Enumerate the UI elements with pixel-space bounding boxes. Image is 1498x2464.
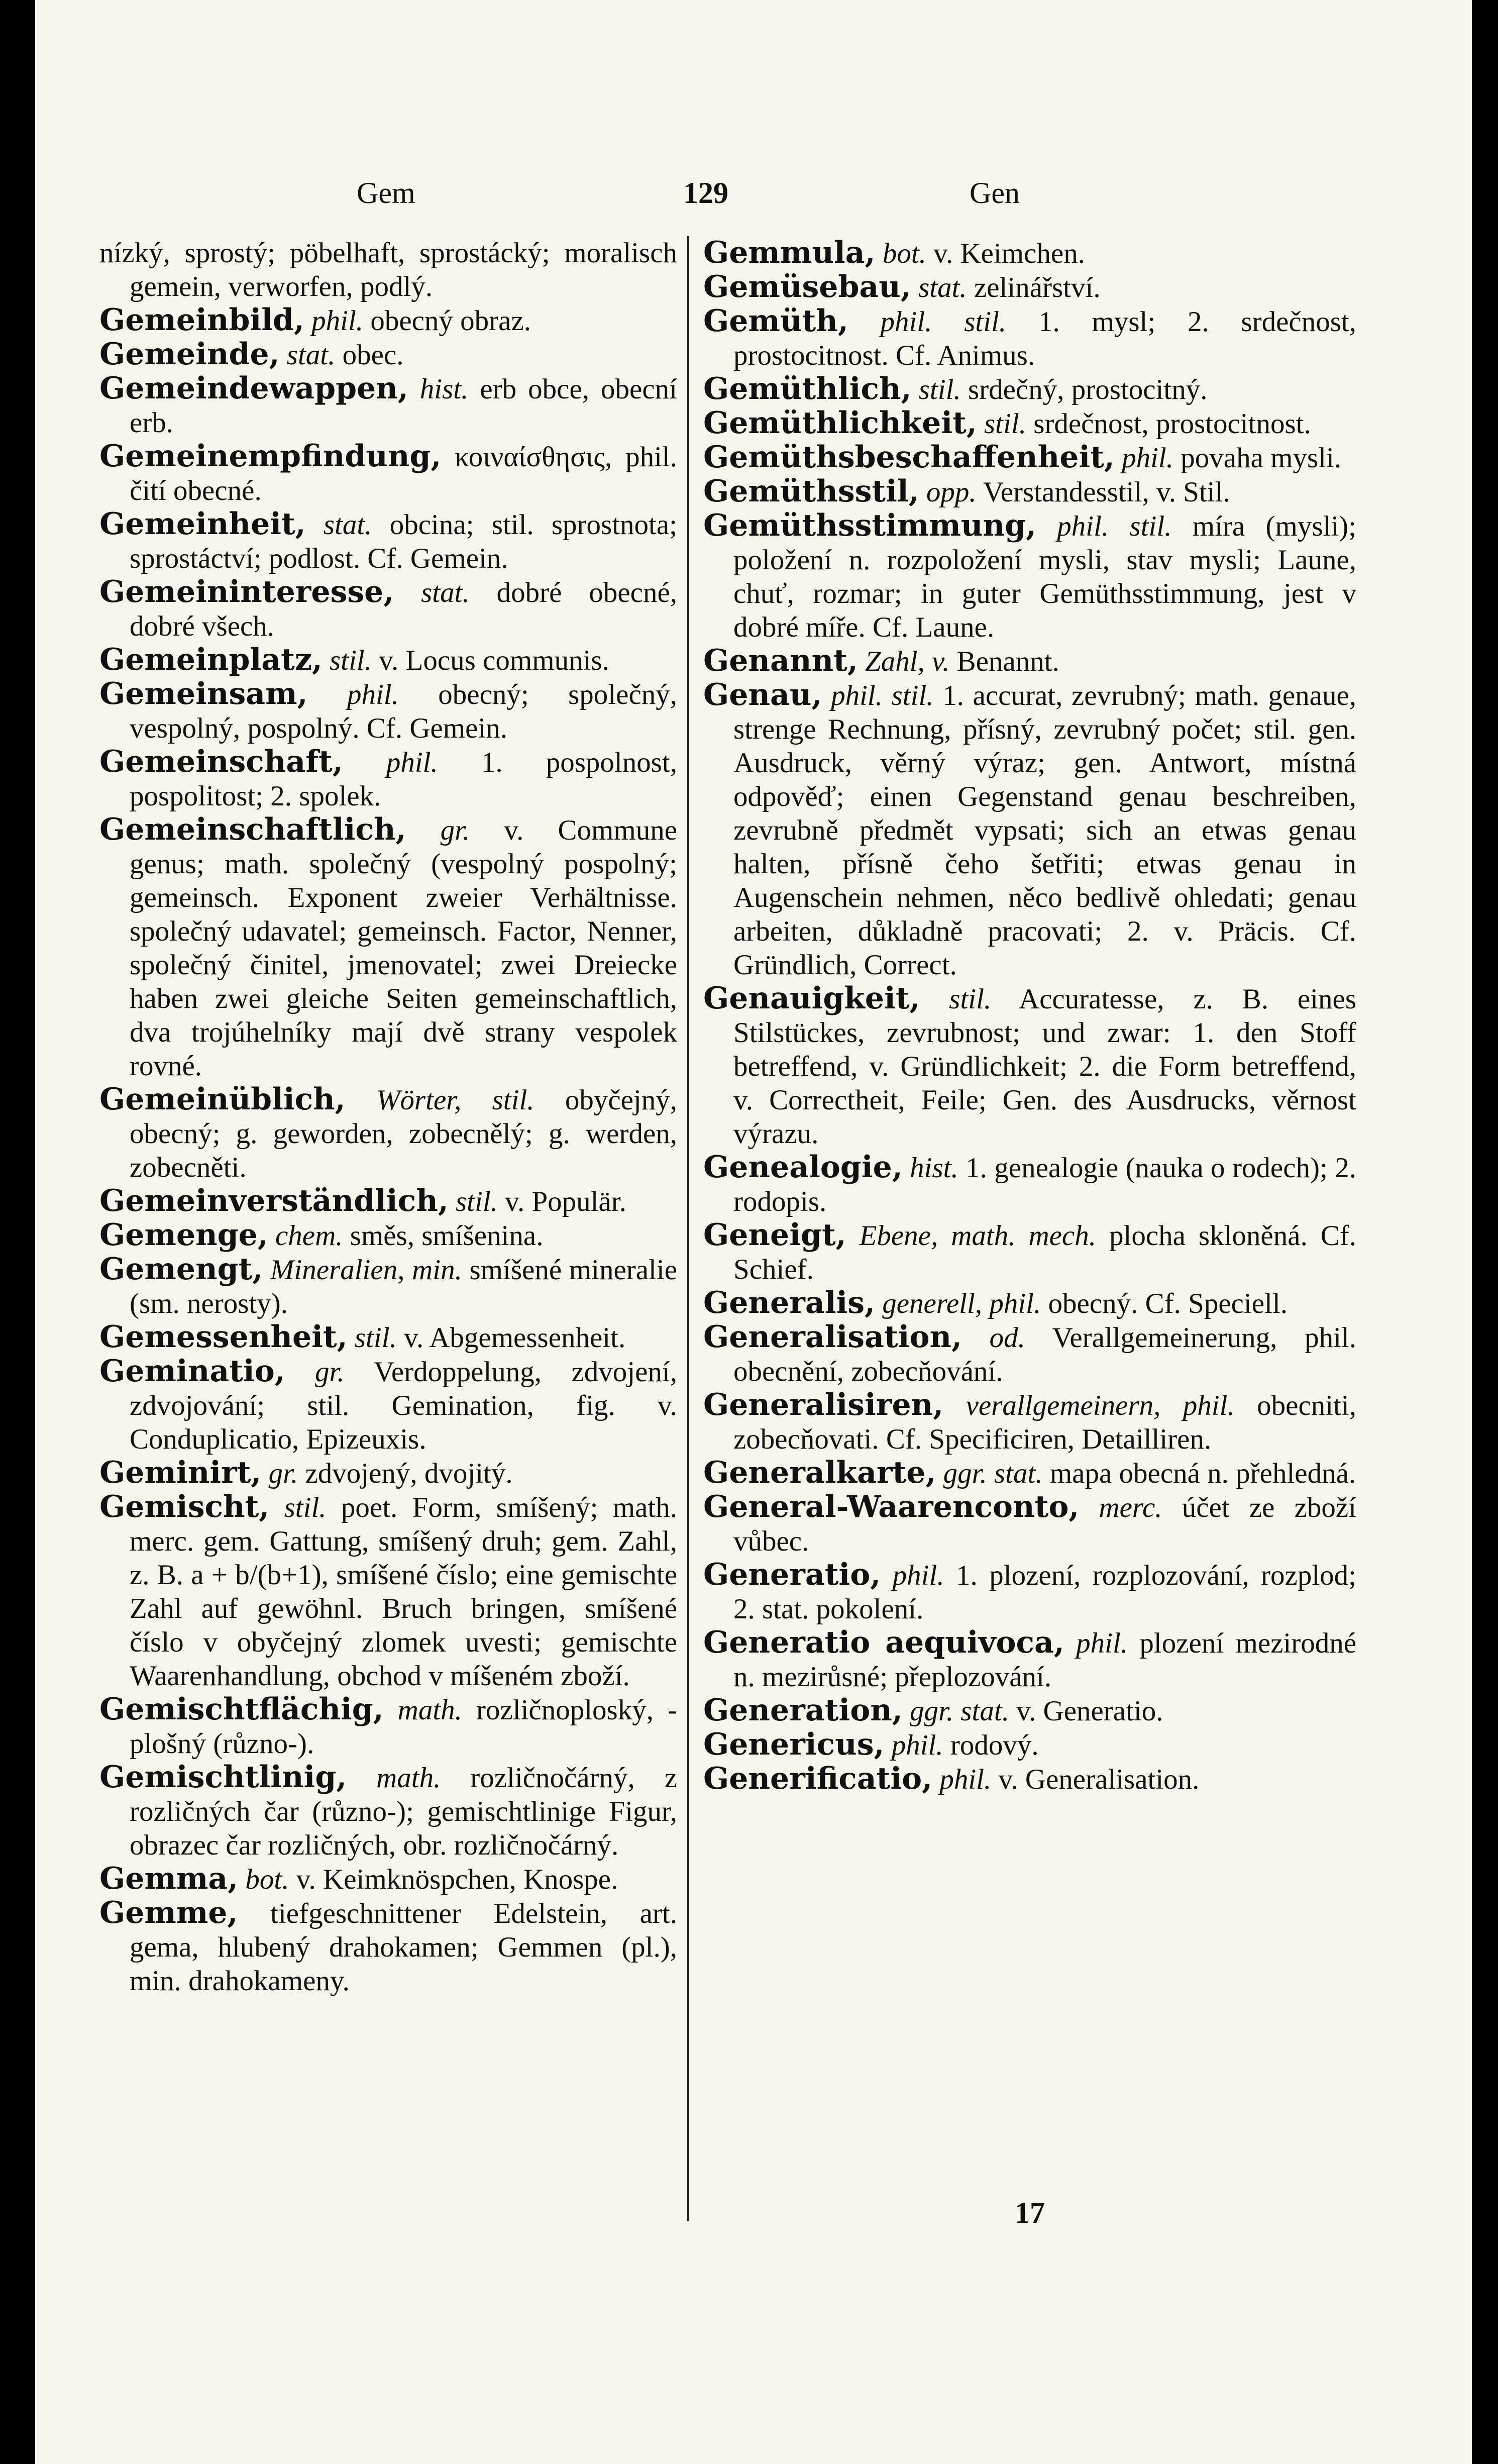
dictionary-entry xyxy=(99,745,677,813)
entry-headword: Genauigkeit, xyxy=(703,981,920,1016)
entry-headword: Geneigt, xyxy=(703,1217,846,1253)
entry-label: math. xyxy=(397,1694,462,1726)
entry-label: phil. xyxy=(311,305,364,337)
entry-definition: Verdoppelung, zdvojení, zdvojování; stil. Gemination, fig. v. Conduplicatio, Epizeuxis. xyxy=(130,1356,677,1455)
entry-headword: Gemeinschaft, xyxy=(99,744,343,779)
entry-label: phil. xyxy=(386,747,438,778)
dictionary-entry xyxy=(703,1490,1356,1558)
entry-definition: plození mezirodné n. mezirůsné; přeplozování. xyxy=(733,1627,1356,1693)
entry-label: gr. xyxy=(268,1458,298,1489)
dictionary-entry xyxy=(99,440,677,507)
dictionary-entry xyxy=(703,304,1356,372)
dictionary-entry xyxy=(99,303,677,338)
dictionary-entry xyxy=(99,1218,677,1253)
dictionary-entry xyxy=(703,678,1356,982)
page-number: 129 xyxy=(683,176,728,210)
entry-headword: Gemeindewappen, xyxy=(99,371,408,406)
entry-headword: Gemeininteresse, xyxy=(99,574,394,609)
entry-label: bot. xyxy=(882,238,926,269)
entry-label: phil. xyxy=(1122,442,1174,474)
entry-label: hist. xyxy=(910,1152,958,1184)
dictionary-entry xyxy=(703,441,1356,475)
entry-definition: Verallgemeinerung, phil. obecnění, zobecňování. xyxy=(733,1322,1356,1387)
entry-label: math. xyxy=(376,1762,441,1794)
entry-label: stil. xyxy=(455,1186,498,1217)
entry-label: stat. xyxy=(286,339,336,371)
entry-headword: Gemeinsam, xyxy=(99,676,308,711)
entry-label: opp. xyxy=(926,476,977,508)
entry-headword: Gemüthlichkeit, xyxy=(703,405,977,441)
entry-definition: míra (mysli); položení n. rozpoložení mysli, stav mysli; Laune, chuť, rozmar; in guter Gemüthsstimmung, jest v dobré míře. Cf. Laune. xyxy=(733,510,1356,643)
entry-definition: obcina; stil. sprostnota; sprostáctví; podlost. Cf. Gemein. xyxy=(130,509,677,574)
entry-headword: Gemüthsstimmung, xyxy=(703,508,1036,543)
entry-definition: účet ze zboží vůbec. xyxy=(733,1492,1356,1557)
entry-definition: 1. accurat, zevrubný; math. genaue, strenge Rechnung, přísný, zevrubný počet; stil. gen. Ausdruck, věrný výraz; gen. Antwort, místná odpověď; einen Gegenstand genau beschreiben, zevrubně předmět vypsati; sich an etwas genau halten, přísně čeho šetřiti; etwas genau in Augenschein nehmen, něco bedlivě ohledati; genau arbeiten, důkladně pracovati; 2. v. Präcis. Cf. Gründlich, Correct. xyxy=(733,680,1356,981)
entry-headword: Gemeinschaftlich, xyxy=(99,812,406,847)
entry-label: stat. xyxy=(323,509,372,541)
entry-label: chem. xyxy=(275,1220,343,1252)
dictionary-entry xyxy=(99,1862,677,1896)
dictionary-entry xyxy=(703,372,1356,406)
entry-definition: poet. Form, smíšený; math. merc. gem. Gattung, smíšený druh; gem. Zahl, z. B. a + b/(b+1), smíšené číslo; eine gemischte Zahl auf gewöhnl. Bruch bringen, smíšené číslo v obyčejný zlomek uvesti; gemischte Waarenhandlung, obchod v míšeném zboží. xyxy=(130,1492,677,1692)
signature-mark: 17 xyxy=(1015,2196,1045,2229)
entry-definition: tiefgeschnittener Edelstein, art. gema, hlubený drahokamen; Gemmen (pl.), min. drahokameny. xyxy=(130,1898,677,1997)
entry-headword: Generation, xyxy=(703,1693,903,1728)
entry-headword: Gemüth, xyxy=(703,303,848,339)
entry-headword: Gemeinbild, xyxy=(99,302,304,338)
entry-definition: obecný. Cf. Speciell. xyxy=(1048,1288,1288,1319)
dictionary-entry xyxy=(99,1761,677,1862)
entry-headword: Gemischtlinig, xyxy=(99,1760,347,1795)
dictionary-entry xyxy=(703,475,1356,509)
entry-label: gr. xyxy=(315,1356,345,1388)
entry-definition: povaha mysli. xyxy=(1181,442,1342,474)
entry-definition: 1. plození, rozplozování, rozplod; 2. stat. pokolení. xyxy=(733,1560,1356,1625)
entry-headword: Gemischt, xyxy=(99,1489,270,1524)
entry-definition: 1. mysl; 2. srdečnost, prostocitnost. Cf. Animus. xyxy=(733,306,1356,371)
entry-definition: směs, smíšenina. xyxy=(350,1220,544,1252)
entry-headword: Generalisiren, xyxy=(703,1387,944,1422)
entry-headword: Gemmula, xyxy=(703,236,876,270)
column-divider xyxy=(687,236,689,2221)
entry-definition: Verstandesstil, v. Stil. xyxy=(983,476,1230,508)
dictionary-entry xyxy=(99,677,677,745)
dictionary-entry xyxy=(703,270,1356,304)
dictionary-entry xyxy=(703,509,1356,644)
entry-label: Wörter, stil. xyxy=(376,1084,534,1116)
entry-definition: srdečný, prostocitný. xyxy=(968,374,1208,405)
entry-label: od. xyxy=(989,1322,1025,1354)
entry-definition: srdečnost, prostocitnost. xyxy=(1033,408,1311,440)
entry-definition: obec. xyxy=(342,339,404,371)
entry-label: stil. xyxy=(984,408,1026,440)
dictionary-entry xyxy=(99,372,677,440)
entry-label: stat. xyxy=(918,272,967,303)
entry-definition: v. Locus communis. xyxy=(379,645,609,676)
dictionary-entry xyxy=(703,1456,1356,1490)
dictionary-entry xyxy=(703,1286,1356,1320)
entry-headword: Gemüthsbeschaffenheit, xyxy=(703,440,1115,475)
book-page xyxy=(35,0,1472,2464)
entry-headword: Gemengt, xyxy=(99,1252,263,1287)
entry-headword: Gemischtflächig, xyxy=(99,1692,384,1727)
entry-headword: Geminatio, xyxy=(99,1354,285,1389)
dictionary-entry xyxy=(99,1456,677,1490)
entry-label: phil. xyxy=(347,679,399,710)
entry-label: Ebene, math. mech. xyxy=(859,1220,1096,1252)
dictionary-entry xyxy=(703,1388,1356,1456)
dictionary-entry xyxy=(99,1083,677,1184)
dictionary-entry xyxy=(99,1253,677,1320)
entry-definition: erb obce, obecní erb. xyxy=(130,373,677,439)
dictionary-entry xyxy=(99,1355,677,1456)
entry-headword: Gemeinplatz, xyxy=(99,642,323,677)
entry-headword: General-Waarenconto, xyxy=(703,1489,1080,1524)
running-head-left: Gem xyxy=(357,176,415,210)
entry-headword: Genericus, xyxy=(703,1727,885,1762)
entry-headword: Gemenge, xyxy=(99,1217,268,1253)
entry-label: phil. xyxy=(891,1729,943,1761)
entry-label: stil. xyxy=(284,1492,327,1523)
dictionary-entry xyxy=(99,813,677,1083)
dictionary-entry xyxy=(703,1218,1356,1286)
dictionary-entry xyxy=(703,1728,1356,1762)
entry-definition: v. Keimknöspchen, Knospe. xyxy=(296,1864,618,1895)
entry-definition: rozličnočárný, z rozličných čar (různo-); gemischtlinige Figur, obrazec čar rozličných, obr. rozličnočárný. xyxy=(130,1762,677,1861)
entry-definition: Accuratesse, z. B. eines Stilstückes, zevrubnost; und zwar: 1. den Stoff betreffend, v. Gründlichkeit; 2. die Form betreffend, v. Correctheit, Feile; Gen. des Ausdrucks, věrnost výrazu. xyxy=(733,983,1356,1150)
entry-definition: κοιναίσθησις, phil. čití obecné. xyxy=(130,441,677,506)
entry-headword: Gemeinheit, xyxy=(99,506,306,542)
entry-definition: Benannt. xyxy=(956,646,1059,677)
entry-label: stil. xyxy=(354,1322,397,1354)
dictionary-entry xyxy=(99,1896,677,1998)
entry-definition: v. Abgemessenheit. xyxy=(404,1322,626,1354)
dictionary-entry xyxy=(99,1184,677,1218)
entry-definition: obecný; společný, vespolný, pospolný. Cf. Gemein. xyxy=(130,679,677,744)
right-column xyxy=(703,236,1356,2226)
entry-definition: plocha skloněná. Cf. Schief. xyxy=(733,1220,1356,1285)
entry-definition: v. Generatio. xyxy=(1016,1695,1163,1727)
dictionary-entry xyxy=(99,1693,677,1761)
entry-definition: v. Generalisation. xyxy=(998,1764,1200,1795)
entry-label: stil. xyxy=(918,374,961,405)
entry-headword: Gemme, xyxy=(99,1895,238,1930)
entry-label: bot. xyxy=(245,1864,289,1895)
entry-definition: 1. pospolnost, pospolitost; 2. spolek. xyxy=(130,747,677,812)
entry-headword: Genannt, xyxy=(703,643,858,678)
dictionary-entry xyxy=(703,1694,1356,1728)
entry-headword: Gemeinempfindung, xyxy=(99,439,442,474)
dictionary-entry xyxy=(703,236,1356,270)
dictionary-entry xyxy=(99,575,677,643)
entry-definition: v. Populär. xyxy=(505,1186,626,1217)
entry-headword: Gemeinde, xyxy=(99,337,280,372)
entry-label: phil. stil. xyxy=(831,680,934,711)
entry-label: gr. xyxy=(440,814,470,846)
dictionary-entry xyxy=(99,338,677,372)
entry-definition: v. Commune genus; math. společný (vespolný pospolný; gemeinsch. Exponent zweier Verhältnisse. společný udavatel; gemeinsch. Factor, Nenner, společný činitel, jmenovatel; zwei Dreiecke haben zwei gleiche Seiten gemeinschaftlich, dva trojúhelníky mají dvě strany vespolek rovné. xyxy=(130,814,677,1082)
left-column xyxy=(99,236,677,2226)
dictionary-entry xyxy=(703,1558,1356,1626)
entry-label: merc. xyxy=(1099,1492,1162,1523)
running-head-right: Gen xyxy=(970,176,1020,210)
entry-definition: obecniti, zobecňovati. Cf. Specificiren, Detailliren. xyxy=(733,1390,1356,1455)
entry-definition: zdvojený, dvojitý. xyxy=(305,1458,513,1489)
entry-headword: Gemessenheit, xyxy=(99,1319,348,1355)
entry-definition: rozličnoploský, -plošný (různo-). xyxy=(130,1694,677,1760)
entry-definition: rodový. xyxy=(950,1729,1039,1761)
entry-headword: Generificatio, xyxy=(703,1761,933,1796)
entry-headword: Gemüsebau, xyxy=(703,269,911,304)
entry-label: stil. xyxy=(949,983,992,1015)
dictionary-entry xyxy=(99,507,677,575)
entry-label: phil. stil. xyxy=(880,306,1007,338)
entry-label: Zahl, v. xyxy=(865,646,950,677)
entry-label: phil. xyxy=(892,1560,944,1591)
dictionary-entry xyxy=(703,406,1356,441)
entry-headword: Generalis, xyxy=(703,1285,875,1320)
entry-label: phil. xyxy=(1076,1627,1128,1659)
entry-definition: mapa obecná n. přehledná. xyxy=(1049,1458,1356,1489)
entry-label: Mineralien, min. xyxy=(270,1254,462,1286)
dictionary-entry xyxy=(703,1626,1356,1694)
entry-label: verallgemeinern, phil. xyxy=(966,1390,1235,1421)
entry-label: stat. xyxy=(421,577,470,608)
entry-headword: Genau, xyxy=(703,677,822,712)
entry-headword: Generatio, xyxy=(703,1557,881,1592)
entry-headword: Genealogie, xyxy=(703,1150,903,1185)
entry-definition: dobré obecné, dobré všech. xyxy=(130,577,677,642)
dictionary-entry xyxy=(703,982,1356,1151)
entry-label: generell, phil. xyxy=(882,1288,1041,1319)
dictionary-entry xyxy=(703,1320,1356,1388)
entry-definition: nízký, sprostý; pöbelhaft, sprostácký; moralisch gemein, verworfen, podlý. xyxy=(99,237,677,302)
entry-label: phil. xyxy=(939,1764,992,1795)
dictionary-entry xyxy=(703,644,1356,678)
entry-definition: obyčejný, obecný; g. geworden, zobecnělý; g. werden, zobecněti. xyxy=(130,1084,677,1183)
entry-label: hist. xyxy=(419,373,469,405)
entry-headword: Geminirt, xyxy=(99,1455,262,1490)
entry-headword: Gemeinüblich, xyxy=(99,1082,346,1117)
entry-headword: Gemma, xyxy=(99,1861,239,1896)
dictionary-entry xyxy=(99,1490,677,1693)
entry-headword: Generatio aequivoca, xyxy=(703,1625,1064,1660)
dictionary-entry xyxy=(99,643,677,677)
entry-definition: v. Keimchen. xyxy=(933,238,1085,269)
dictionary-entry xyxy=(99,1320,677,1355)
entry-label: phil. stil. xyxy=(1057,510,1172,542)
entry-definition: 1. genealogie (nauka o rodech); 2. rodopis. xyxy=(733,1152,1356,1217)
dictionary-entry xyxy=(99,236,677,303)
dictionary-entry xyxy=(703,1151,1356,1218)
entry-definition: smíšené mineralie (sm. nerosty). xyxy=(130,1254,677,1319)
entry-headword: Gemüthlich, xyxy=(703,371,912,406)
entry-definition: obecný obraz. xyxy=(370,305,531,337)
entry-label: ggr. stat. xyxy=(910,1695,1009,1727)
entry-definition: zelinářství. xyxy=(974,272,1101,303)
entry-headword: Gemeinverständlich, xyxy=(99,1183,449,1218)
dictionary-entry xyxy=(703,1762,1356,1796)
entry-headword: Generalkarte, xyxy=(703,1455,936,1490)
entry-label: ggr. stat. xyxy=(943,1458,1043,1489)
entry-headword: Generalisation, xyxy=(703,1319,962,1355)
entry-headword: Gemüthsstil, xyxy=(703,474,919,509)
entry-label: stil. xyxy=(330,645,372,676)
